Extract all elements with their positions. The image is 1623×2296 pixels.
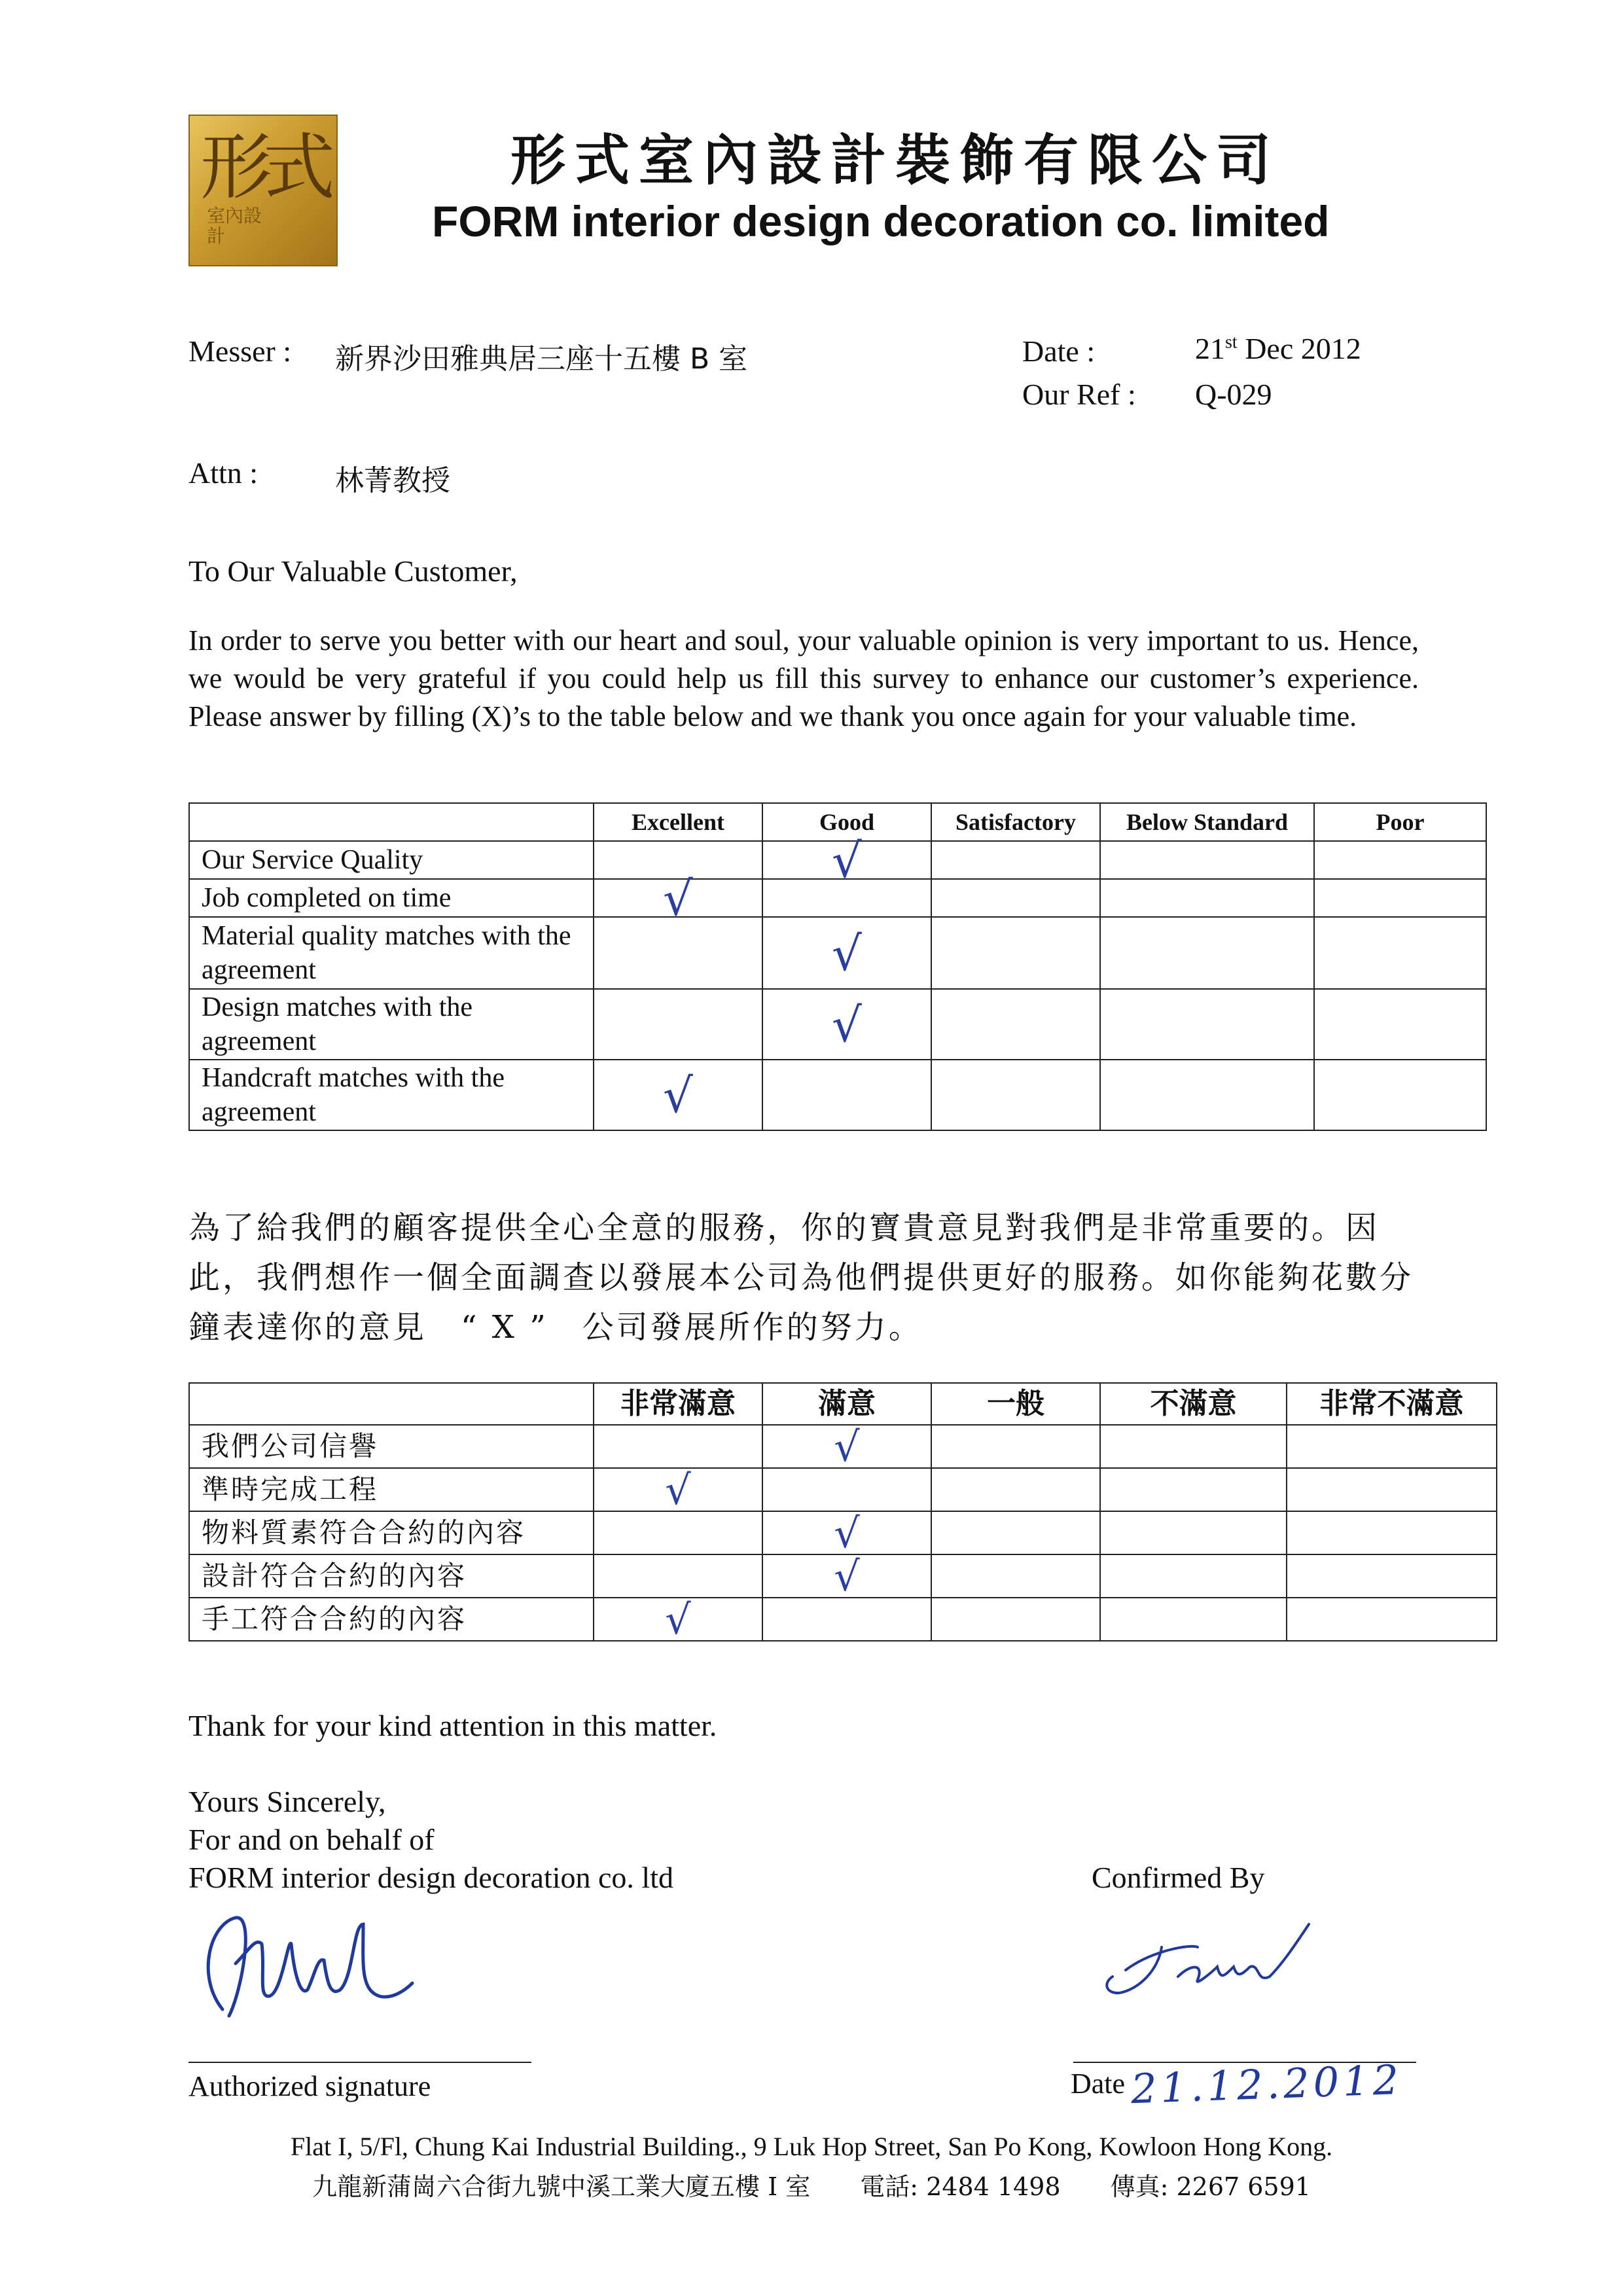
rating-cell[interactable] [1100,879,1314,917]
company-name-chinese: 形式室內設計裝飾有限公司 [510,128,1281,192]
rating-cell[interactable] [931,1425,1100,1468]
header-poor: Poor [1314,803,1486,841]
table-row [189,1511,1497,1554]
rating-cell[interactable] [931,917,1100,989]
header-below-standard: Below Standard [1100,803,1314,841]
check-mark-icon: √ [834,1552,860,1600]
rating-cell[interactable] [1314,1060,1486,1130]
rating-cell[interactable] [931,1060,1100,1130]
check-mark-icon: √ [663,1068,693,1123]
authorized-signature-label: Authorized signature [188,2070,431,2102]
rating-cell[interactable] [1287,1598,1497,1641]
footer-address-chinese: 九龍新蒲崗六合街九號中溪工業大廈五樓 I 室 電話: 2484 1498 傳真: 2267 6591 [312,2172,1311,2201]
salutation: To Our Valuable Customer, [188,554,518,588]
table-row [189,1425,1497,1468]
confirmed-signature-image [1099,1911,1315,2009]
row-label: Material quality matches with the agreement [189,917,594,989]
header-unsatisfied: 不滿意 [1100,1383,1287,1425]
rating-cell[interactable] [1287,1468,1497,1511]
rating-cell[interactable] [931,1554,1100,1598]
rating-cell[interactable] [931,1468,1100,1511]
rating-cell[interactable] [594,1554,762,1598]
check-mark-icon: √ [832,997,862,1052]
rating-cell[interactable] [931,879,1100,917]
rating-cell[interactable] [931,989,1100,1060]
closing-company: FORM interior design decoration co. ltd [188,1861,673,1894]
check-mark-icon: √ [832,833,862,888]
table-row [189,1554,1497,1598]
rating-cell[interactable] [594,1425,762,1468]
rating-cell[interactable] [931,841,1100,879]
header-good: Good [762,803,931,841]
rating-cell[interactable] [762,1598,931,1641]
ref-value: Q-029 [1195,378,1272,411]
row-label: Our Service Quality [189,841,594,879]
rating-cell[interactable] [594,1511,762,1554]
date-label: Date : [1022,334,1096,368]
header-satisfied: 滿意 [762,1383,931,1425]
check-mark-icon: √ [665,1596,691,1643]
closing-yours-sincerely: Yours Sincerely, [188,1785,386,1818]
messer-label: Messer : [188,334,292,368]
rating-cell[interactable] [762,1423,931,1471]
rating-cell[interactable] [762,917,931,989]
rating-cell[interactable] [762,1468,931,1511]
table-row [189,1598,1497,1641]
messer-address: 新界沙田雅典居三座十五樓 B 室 [335,342,748,376]
rating-cell[interactable] [594,1060,762,1130]
rating-cell[interactable] [762,833,931,888]
company-name-english: FORM interior design decoration co. limited [432,197,1330,245]
rating-cell[interactable] [762,1509,931,1557]
logo-subtext: 室內設計 [207,205,262,247]
rating-cell[interactable] [1314,917,1486,989]
table-row [189,879,1486,917]
rating-cell[interactable] [1314,879,1486,917]
rating-cell[interactable] [1314,841,1486,879]
body-english: In order to serve you better with our heart and soul, your valuable opinion is very important to us. Hence, we would be very grateful if you could help us fill this survey to enhance our customer’s experience. Please answer by filling (X)’s to the table below and we thank you once again for your valuable time. [188,624,1419,732]
rating-cell[interactable] [762,879,931,917]
survey-header-row [189,1383,1497,1425]
row-label: 物料質素符合合約的內容 [189,1511,594,1554]
row-label: Job completed on time [189,879,594,917]
attn-value: 林菁教授 [335,464,450,497]
rating-cell[interactable] [1100,1468,1287,1511]
date-suffix: st [1225,332,1238,353]
rating-cell[interactable] [594,1466,762,1514]
check-mark-icon: √ [665,1466,691,1514]
row-label: Handcraft matches with the agreement [189,1060,594,1130]
header-empty [189,803,594,841]
rating-cell[interactable] [1314,989,1486,1060]
date-signature-label: Date [1071,2068,1126,2100]
rating-cell[interactable] [762,989,931,1060]
header-very-satisfied: 非常滿意 [594,1383,762,1425]
table-row [189,917,1486,989]
rating-cell[interactable] [1100,989,1314,1060]
ref-label: Our Ref : [1022,378,1136,411]
header-average: 一般 [931,1383,1100,1425]
rating-cell[interactable] [594,1598,762,1641]
row-label: Design matches with the agreement [189,989,594,1060]
check-mark-icon: √ [834,1423,860,1471]
rating-cell[interactable] [1100,1554,1287,1598]
header-satisfactory: Satisfactory [931,803,1100,841]
rating-cell[interactable] [1100,841,1314,879]
table-row [189,1060,1486,1130]
logo-characters: 形式 [200,126,326,209]
row-label: 準時完成工程 [189,1468,594,1511]
table-row [189,989,1486,1060]
rating-cell[interactable] [1100,1598,1287,1641]
rating-cell[interactable] [931,1511,1100,1554]
handwritten-date: 21.12.2012 [1130,2055,1404,2113]
date-day: 21 [1195,332,1225,365]
company-logo [188,115,338,266]
confirmed-by-label: Confirmed By [1092,1861,1265,1894]
rating-cell[interactable] [1100,1060,1314,1130]
check-mark-icon: √ [832,926,862,981]
row-label: 設計符合合約的內容 [189,1554,594,1598]
survey-table-english [188,802,1487,1131]
rating-cell[interactable] [594,917,762,989]
check-mark-icon: √ [663,871,693,926]
auth-signature-line [188,2062,531,2063]
letter-date [1195,331,1361,366]
rating-cell[interactable] [1287,1554,1497,1598]
header-excellent: Excellent [594,803,762,841]
rating-cell[interactable] [762,1060,931,1130]
body-chinese: 為了給我們的顧客提供全心全意的服務，你的寶貴意見對我們是非常重要的。因此，我們想作一個全面調查以發展本公司為他們提供更好的服務。如你能夠花數分鐘表達你的意見 “ X ” 公司發展所作的努力。 [188,1210,1414,1346]
closing-on-behalf: For and on behalf of [188,1823,435,1856]
table-row [189,841,1486,879]
rating-cell[interactable] [1100,917,1314,989]
rating-cell[interactable] [1100,1425,1287,1468]
rating-cell[interactable] [1287,1425,1497,1468]
check-mark-icon: √ [834,1509,860,1557]
thanks-line: Thank for your kind attention in this matter. [188,1709,717,1742]
date-rest: Dec 2012 [1237,332,1361,365]
header-empty [189,1383,594,1425]
header-very-unsatisfied: 非常不滿意 [1287,1383,1497,1425]
footer-address-english: Flat I, 5/Fl, Chung Kai Industrial Building., 9 Luk Hop Street, San Po Kong, Kowloon Hong Kong. [290,2132,1333,2161]
row-label: 我們公司信譽 [189,1425,594,1468]
attn-label: Attn : [188,456,259,490]
table-row [189,1468,1497,1511]
authorized-signature-image [183,1898,419,2029]
row-label: 手工符合合約的內容 [189,1598,594,1641]
rating-cell[interactable] [1287,1511,1497,1554]
survey-table-chinese [188,1382,1497,1641]
rating-cell[interactable] [931,1598,1100,1641]
rating-cell[interactable] [1100,1511,1287,1554]
rating-cell[interactable] [594,989,762,1060]
rating-cell[interactable] [762,1554,931,1598]
rating-cell[interactable] [594,871,762,926]
